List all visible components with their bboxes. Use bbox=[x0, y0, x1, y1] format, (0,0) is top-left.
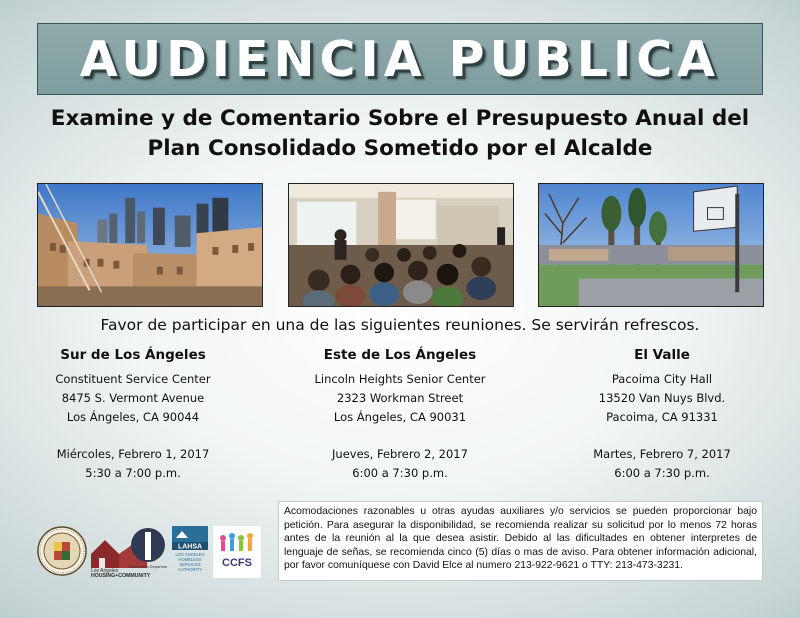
ccfs-logo bbox=[213, 526, 261, 578]
meeting-city: Los Ángeles, CA 90031 bbox=[333, 410, 467, 424]
meeting-time: 5:30 a 7:00 p.m. bbox=[85, 466, 181, 480]
lahsa-line-1: LOS ANGELES bbox=[175, 552, 205, 557]
lahsa-abbr: LAHSA bbox=[177, 543, 203, 551]
meeting-region: Este de Los Ángeles bbox=[323, 347, 477, 363]
meeting-region: El Valle bbox=[634, 347, 690, 363]
meeting-venue: Pacoima City Hall bbox=[611, 372, 713, 386]
lahsa-line-2: HOMELESS bbox=[178, 557, 202, 562]
ccfs-abbr: CCFS bbox=[222, 557, 252, 569]
meeting-date: Jueves, Febrero 2, 2017 bbox=[332, 447, 468, 461]
title-banner bbox=[37, 23, 763, 95]
photo-public-meeting bbox=[288, 183, 514, 307]
meeting-venue: Lincoln Heights Senior Center bbox=[314, 372, 486, 386]
invite-text: Favor de participar en una de las siguientes reuniones. Se servirán refrescos. bbox=[100, 316, 700, 334]
subtitle-line-1: Examine y de Comentario Sobre el Presupuesto Anual del bbox=[50, 106, 750, 131]
meeting-region: Sur de Los Ángeles bbox=[60, 347, 206, 363]
meeting-street: 2323 Workman Street bbox=[336, 391, 464, 405]
subtitle-line-2: Plan Consolidado Sometido por el Alcalde bbox=[147, 136, 653, 161]
hcid-line-1: Los Angeles bbox=[91, 568, 119, 574]
meeting-street: 13520 Van Nuys Blvd. bbox=[598, 391, 726, 405]
photo-housing-development bbox=[37, 183, 263, 307]
meeting-time: 6:00 a 7:30 p.m. bbox=[614, 466, 710, 480]
meeting-city: Pacoima, CA 91331 bbox=[606, 410, 718, 424]
meeting-south-la bbox=[8, 346, 258, 483]
meeting-date: Martes, Febrero 7, 2017 bbox=[593, 447, 731, 461]
lahsa-logo bbox=[172, 526, 208, 578]
lahsa-line-3: SERVICES bbox=[179, 562, 201, 567]
hcid-line-3: Investment Department bbox=[129, 564, 167, 569]
subtitle bbox=[0, 104, 800, 164]
hcid-line-2: HOUSING+COMMUNITY bbox=[91, 573, 151, 578]
page-title: AUDIENCIA PUBLICA bbox=[79, 30, 721, 88]
meeting-date: Miércoles, Febrero 1, 2017 bbox=[56, 447, 210, 461]
meeting-time: 6:00 a 7:30 p.m. bbox=[352, 466, 448, 480]
meeting-city: Los Ángeles, CA 90044 bbox=[66, 410, 200, 424]
accommodation-notice: Acomodaciones razonables u otras ayudas auxiliares y/o servicios se pueden proporcionar bajo petición. Para asegurar la disponibilidad, se recomienda realizar su solicitud por lo menos 72 horas antes de la reunión al la que desea asistir. Debido al las dificultades en obtener interpretes de lenguaje de señas, se recomienda cinco (5) días o mas de aviso. Para obtener información adicional, por favor comuníquese con David Elce al numero 213-922-9621 o TTY: 213-473-3231. bbox=[278, 501, 763, 581]
city-seal-logo bbox=[37, 526, 87, 576]
meeting-street: 8475 S. Vermont Avenue bbox=[61, 391, 205, 405]
meeting-east-la bbox=[275, 346, 525, 483]
meeting-venue: Constituent Service Center bbox=[55, 372, 211, 386]
lahsa-line-4: AUTHORITY bbox=[177, 567, 203, 572]
photo-basketball-court bbox=[538, 183, 764, 307]
meeting-valley bbox=[537, 346, 787, 483]
investment-department-logo bbox=[129, 526, 167, 570]
